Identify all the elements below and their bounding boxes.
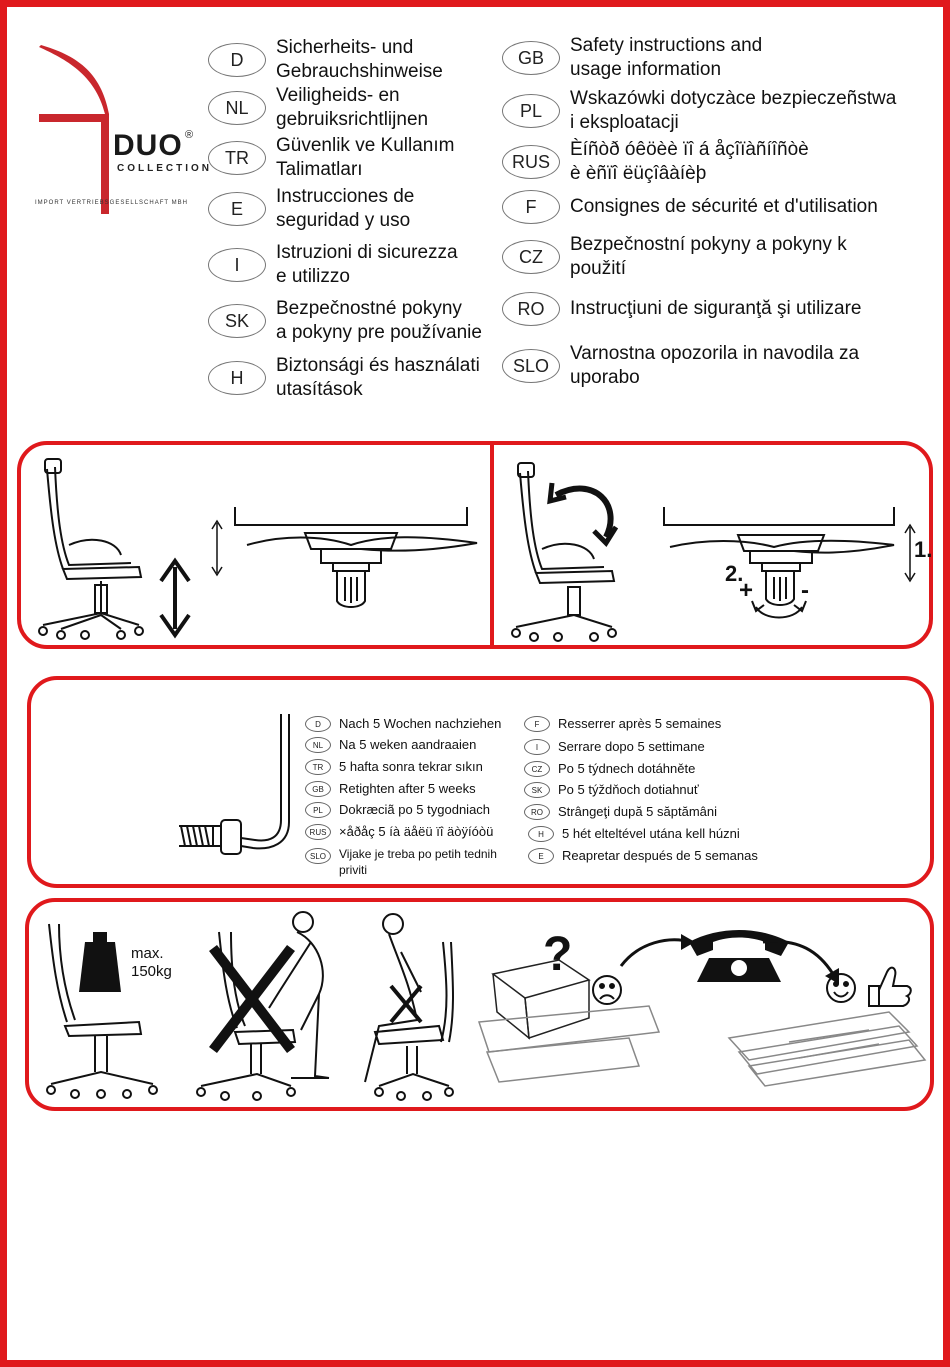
lang-code-badge: NL xyxy=(208,91,266,125)
retighten-text: ×åðåç 5 íà äåëü ïî äòÿíóòü xyxy=(339,824,494,839)
retighten-text: Po 5 týždňoch dotiahnuť xyxy=(558,782,699,797)
lang-title: Varnostna opozorila in navodila za uporabo xyxy=(570,343,860,388)
lang-code-badge: E xyxy=(528,848,554,864)
usage-panel xyxy=(25,898,934,1111)
usage-illustrations xyxy=(29,902,930,1107)
lang-code-badge: D xyxy=(305,716,331,732)
lang-code-badge: I xyxy=(208,248,266,282)
telephone-icon xyxy=(689,930,789,982)
retighten-item-slo xyxy=(305,846,497,878)
lang-item-tr xyxy=(208,134,454,182)
tilt-adjust-illustration xyxy=(494,445,929,645)
retighten-item-sk xyxy=(524,782,699,798)
lang-title: Instrucciones de seguridad y uso xyxy=(276,186,415,231)
lang-title: Biztonsági és használati utasítások xyxy=(276,355,480,400)
lang-code-badge: CZ xyxy=(524,761,550,777)
weight-icon xyxy=(79,932,121,992)
lang-code-badge: H xyxy=(208,361,266,395)
x-mark-sitting-icon xyxy=(391,986,421,1022)
lang-item-e xyxy=(208,185,414,233)
retighten-text: Retighten after 5 weeks xyxy=(339,781,476,796)
retighten-item-nl xyxy=(305,737,476,753)
lang-item-cz xyxy=(502,233,847,281)
retighten-text: Strângeţi după 5 săptămâni xyxy=(558,804,717,819)
question-mark-icon: ? xyxy=(543,928,573,981)
lang-code-badge: H xyxy=(528,826,554,842)
retighten-text: Vijake je treba po petih tednih priviti xyxy=(339,847,497,877)
logo-mark xyxy=(25,19,205,214)
retighten-item-cz xyxy=(524,761,695,777)
retighten-item-d xyxy=(305,716,501,732)
max-load-label: max. 150kg xyxy=(131,945,172,980)
lang-item-slo xyxy=(502,342,859,390)
retighten-item-rus xyxy=(305,824,493,840)
lang-code-badge: TR xyxy=(305,759,331,775)
retighten-text: Serrare dopo 5 settimane xyxy=(558,739,705,754)
lang-title: Èíñòð óêöèè ïî á åçîïàñíîñòè è èñïî ëüçîâàíèþ xyxy=(570,139,809,184)
lang-code-badge: PL xyxy=(305,802,331,818)
lang-item-sk xyxy=(208,297,482,345)
lang-code-badge: PL xyxy=(502,94,560,128)
logo-tagline: IMPORT VERTRIEBSGESELLSCHAFT MBH xyxy=(35,200,188,206)
lang-item-h xyxy=(208,354,480,402)
lang-code-badge: SK xyxy=(208,304,266,338)
x-mark-standing-icon xyxy=(213,948,291,1050)
retighten-item-i xyxy=(524,739,705,755)
retighten-text: 5 hafta sonra tekrar sıkın xyxy=(339,759,483,774)
lang-code-badge: GB xyxy=(305,781,331,797)
lang-code-badge: I xyxy=(524,739,550,755)
lang-code-badge: RUS xyxy=(305,824,331,840)
thumbs-up-icon xyxy=(869,968,911,1006)
lang-title: Consignes de sécurité et d'utilisation xyxy=(570,196,878,217)
retighten-text: Po 5 týdnech dotáhněte xyxy=(558,761,696,776)
lang-title: Bezpečnostné pokyny a pokyny pre používanie xyxy=(276,298,482,343)
lang-item-nl xyxy=(208,84,428,132)
lang-code-badge: SK xyxy=(524,782,550,798)
retighten-item-ro xyxy=(524,804,717,820)
retighten-item-pl xyxy=(305,802,490,818)
lang-code-badge: SLO xyxy=(502,349,560,383)
tilt-step-1-label: 1. xyxy=(914,537,933,562)
lang-item-pl xyxy=(502,87,896,135)
logo-subtitle: COLLECTION xyxy=(117,163,212,174)
retighten-text: Nach 5 Wochen nachziehen xyxy=(339,716,502,731)
lang-title: Instrucţiuni de siguranţă şi utilizare xyxy=(570,298,862,319)
lang-code-badge: F xyxy=(524,716,550,732)
retighten-item-gb xyxy=(305,781,476,797)
lang-title: Güvenlik ve Kullanım Talimatları xyxy=(276,135,455,180)
duo-collection-logo xyxy=(25,19,212,214)
lang-item-rus xyxy=(502,138,809,186)
lang-code-badge: TR xyxy=(208,141,266,175)
lang-title: Wskazówki dotyczàce bezpieczeñstwa i eksploatacji xyxy=(570,88,897,133)
lang-item-ro xyxy=(502,292,861,326)
lang-code-badge: E xyxy=(208,192,266,226)
adjustment-panel xyxy=(17,441,933,649)
sad-face-icon xyxy=(593,976,621,1004)
tilt-step-2-label: 2. xyxy=(725,561,744,586)
retighten-text: Resserrer après 5 semaines xyxy=(558,716,722,731)
retighten-text: Dokræciã po 5 tygodniach xyxy=(339,802,491,817)
lang-code-badge: D xyxy=(208,43,266,77)
retighten-panel xyxy=(27,676,934,888)
tilt-minus-label: - xyxy=(801,577,809,604)
lang-item-i xyxy=(208,241,458,289)
lang-item-gb xyxy=(502,34,762,82)
lang-code-badge: CZ xyxy=(502,240,560,274)
logo-wordmark: DUO xyxy=(113,129,183,162)
retighten-item-h xyxy=(528,826,740,842)
lang-title: Istruzioni di sicurezza e utilizzo xyxy=(276,242,458,287)
allen-key-bolt-illustration xyxy=(31,680,311,880)
retighten-text: 5 hét elteltével utána kell húzni xyxy=(562,826,740,841)
retighten-item-f xyxy=(524,716,721,732)
lang-title: Bezpečnostní pokyny a pokyny k použití xyxy=(570,234,847,279)
lang-code-badge: NL xyxy=(305,737,331,753)
retighten-text: Na 5 weken aandraaien xyxy=(339,737,477,752)
lang-item-f xyxy=(502,190,878,224)
lang-code-badge: F xyxy=(502,190,560,224)
lang-code-badge: GB xyxy=(502,41,560,75)
lang-title: Veiligheids- en gebruiksrichtlijnen xyxy=(276,85,429,130)
lang-code-badge: SLO xyxy=(305,848,331,864)
lang-code-badge: RO xyxy=(524,804,550,820)
happy-face-icon xyxy=(827,974,855,1002)
retighten-item-tr xyxy=(305,759,483,775)
retighten-item-e xyxy=(528,848,758,864)
logo-registered: ® xyxy=(185,129,194,141)
retighten-text: Reapretar después de 5 semanas xyxy=(562,848,758,863)
lang-title: Sicherheits- und Gebrauchshinweise xyxy=(276,37,443,82)
tilt-plus-label: + xyxy=(739,577,754,604)
lang-item-d xyxy=(208,36,443,84)
lang-code-badge: RUS xyxy=(502,145,560,179)
lang-code-badge: RO xyxy=(502,292,560,326)
lang-title: Safety instructions and usage information xyxy=(570,35,763,80)
